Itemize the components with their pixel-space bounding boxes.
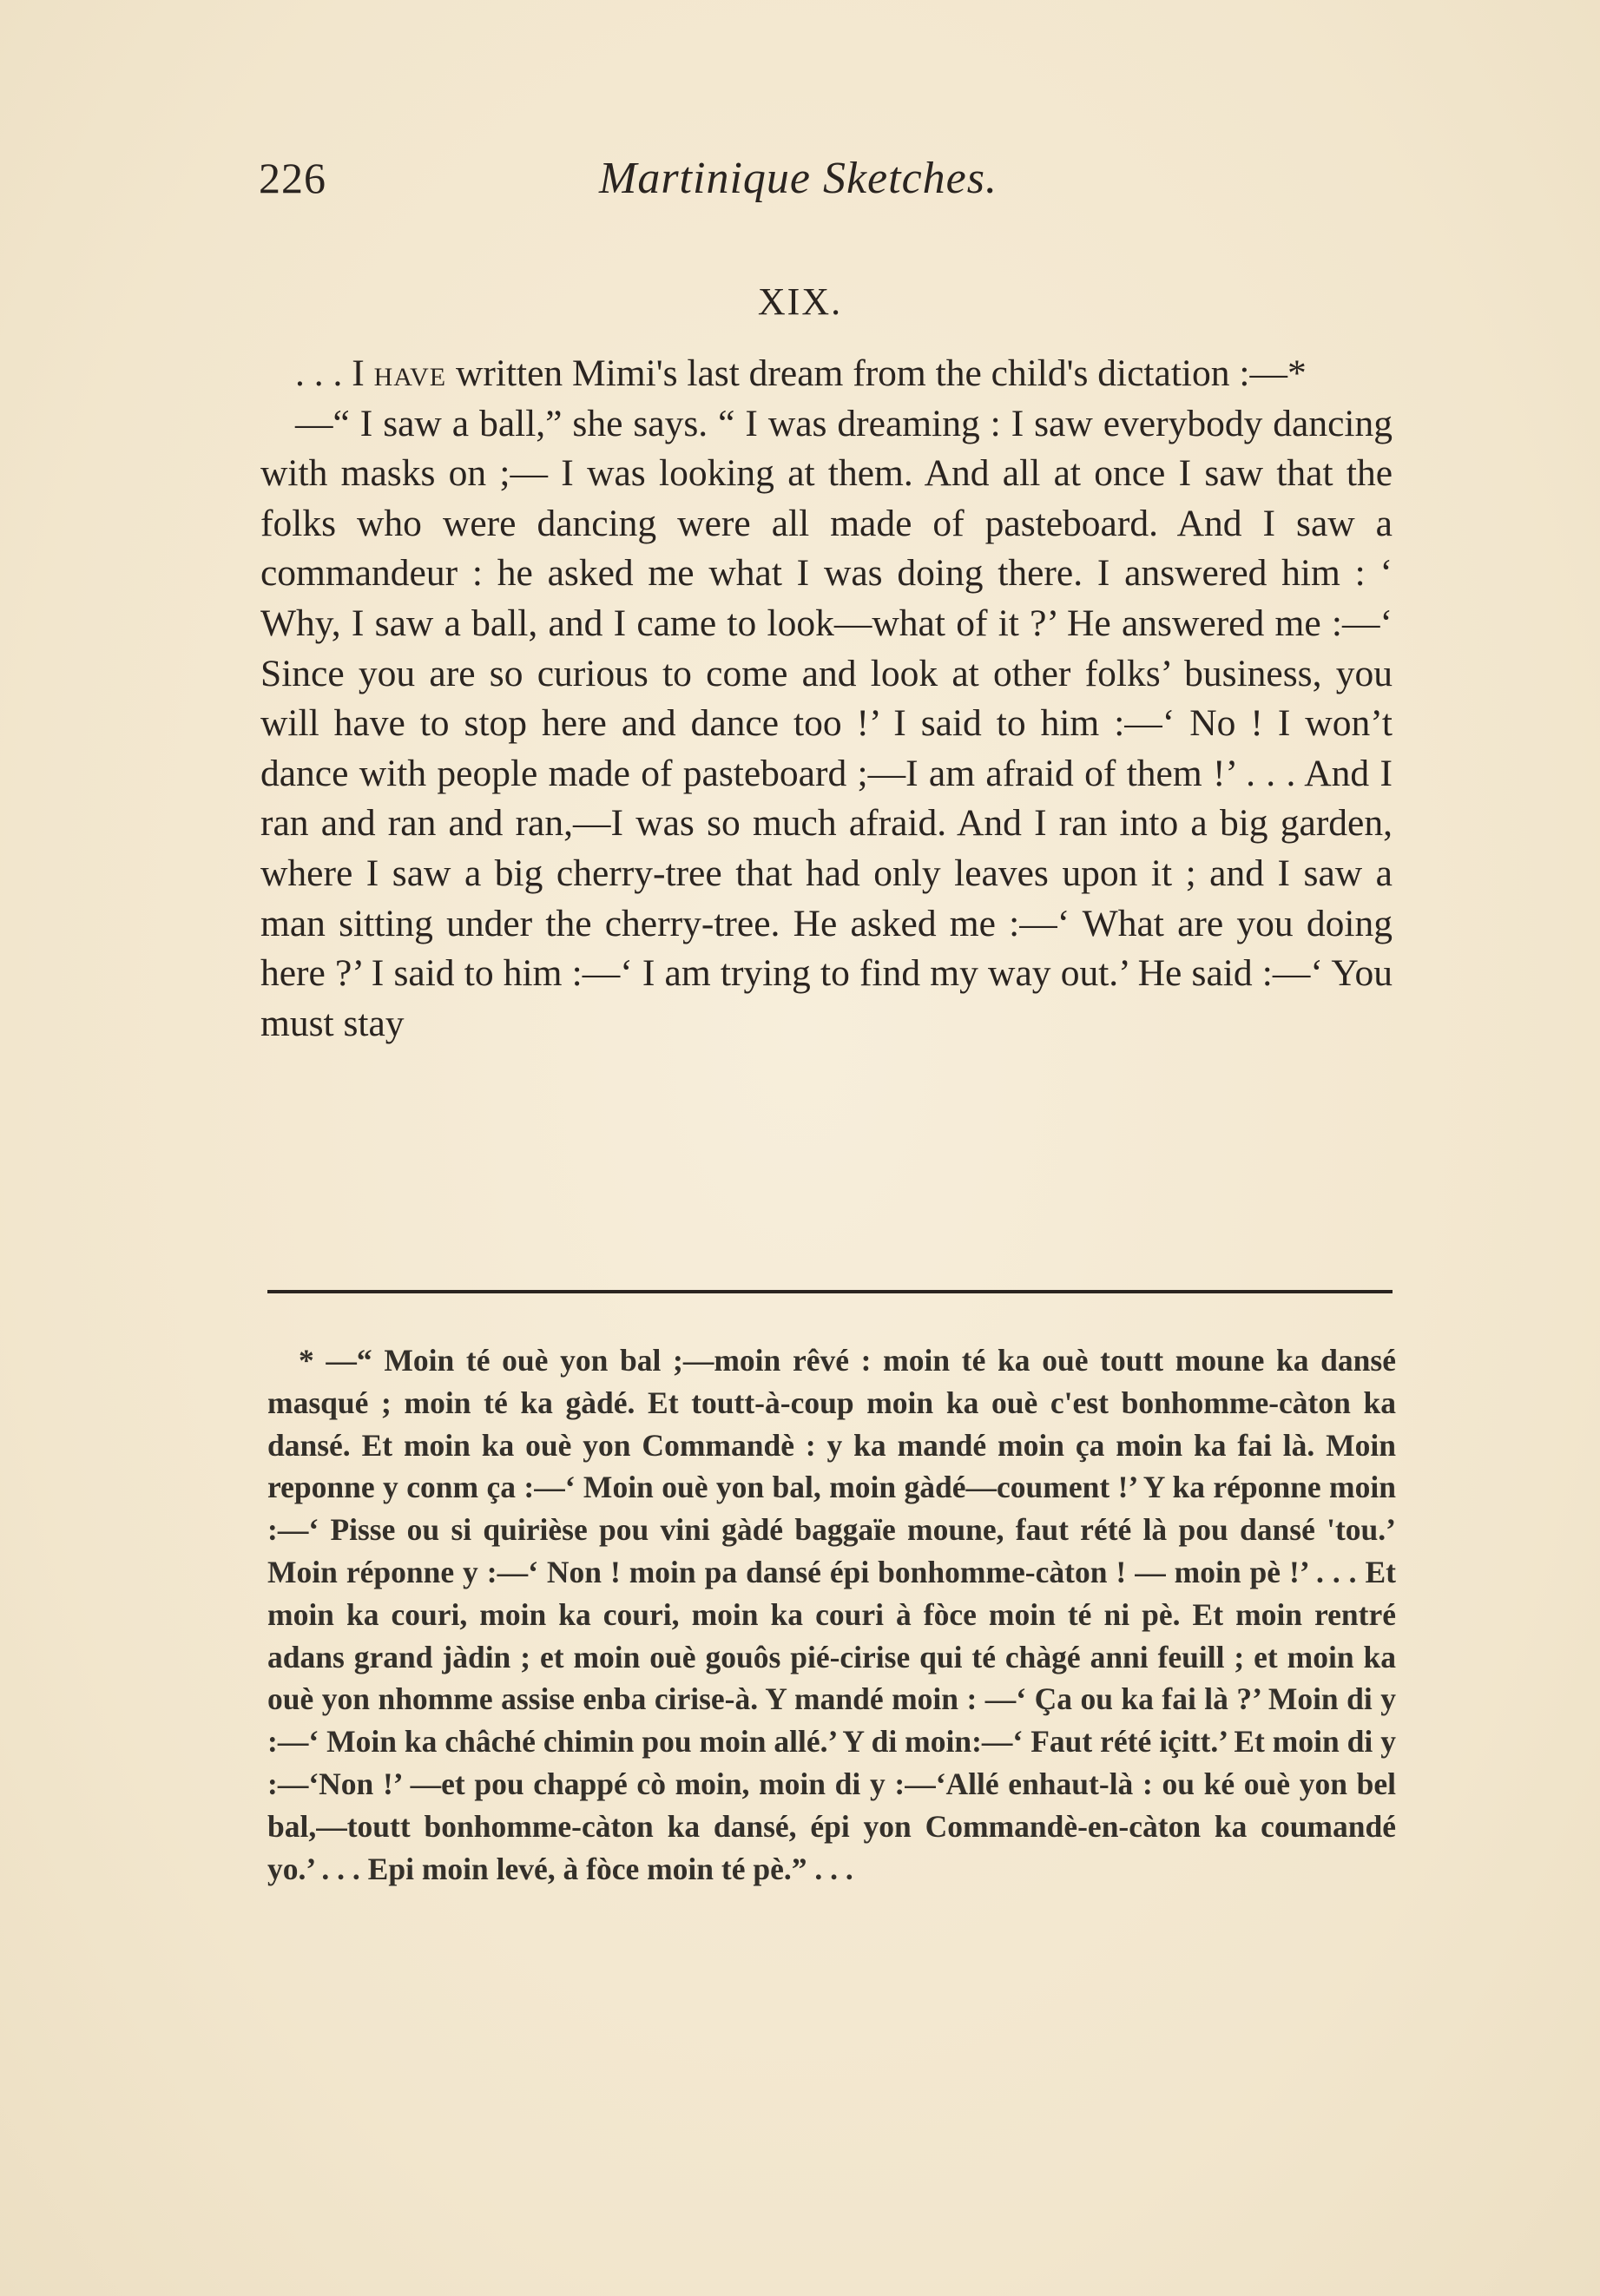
paragraph-opening bbox=[260, 349, 1393, 399]
page-number: 226 bbox=[259, 154, 326, 202]
footnote-text: * —“ Moin té ouè yon bal ;—moin rêvé : moin té ka ouè toutt moune ka dansé masqué ; moin té ka gàdé. Et toutt-à-coup moin ka ouè c'est bonhomme-càton ka dansé. Et moin ka ouè yon Commandè : y ka mandé moin ça moin ka fai là. Moin reponne y conm ça :—‘ Moin ouè yon bal, moin gàdé—coument !’ Y ka réponne moin :—‘ Pisse ou si quirièse pou vini gàdé baggaïe moune, faut rété là pou dansé 'tou.’ Moin réponne y :—‘ Non ! moin pa dansé épi bonhomme-càton ! — moin pè !’ . . . Et moin ka couri, moin ka couri, moin ka couri à fòce moin té ni pè. Et moin rentré adans grand jàdin ; et moin ouè gouôs pié-cirise qui té chàgé anni feuill ; et moin ka ouè yon nhomme assise enba cirise-à. Y mandé moin : —‘ Ça ou ka fai là ?’ Moin di y :—‘ Moin ka châché chimin pou moin allé.’ Y di moin:—‘ Faut rété içitt.’ Et moin di y :—‘Non !’ —et pou chappé cò moin, moin di y :—‘Allé enhaut-là : ou ké ouè yon bel bal,—toutt bonhomme-càton ka dansé, épi yon Commandè-en-càton ka coumandé yo.’ . . . Epi moin levé, à fòce moin té pè.” . . . bbox=[267, 1343, 1396, 1886]
chapter-heading: XIX. bbox=[757, 280, 843, 323]
paragraph-opening-lead: . . . I bbox=[295, 352, 374, 394]
footnote bbox=[267, 1339, 1396, 1890]
running-head bbox=[259, 153, 1396, 222]
book-title: Martinique Sketches. bbox=[599, 154, 998, 203]
paragraph-opening-smallcaps: have bbox=[373, 352, 447, 394]
main-text bbox=[260, 349, 1393, 1049]
paragraph-dream: —“ I saw a ball,” she says. “ I was dreaming : I saw everybody dancing with masks on ;— I was looking at them. And all at once I saw that the folks who were dancing were all made of pasteboard. And I saw a commandeur : he asked me what I was doing there. I answered him : ‘ Why, I saw a ball, and I came to look—what of it ?’ He answered me :—‘ Since you are so curious to come and look at other folks’ business, you will have to stop here and dance too !’ I said to him :—‘ No ! I won’t dance with people made of pasteboard ;—I am afraid of them !’ . . . And I ran and ran and ran,—I was so much afraid. And I ran into a big garden, where I saw a big cherry-tree that had only leaves upon it ; and I saw a man sitting under the cherry-tree. He asked me :—‘ What are you doing here ?’ I said to him :—‘ I am trying to find my way out.’ He said :—‘ You must stay bbox=[260, 402, 1393, 1044]
footnote-divider bbox=[267, 1290, 1393, 1293]
paragraph-opening-rest: written Mimi's last dream from the child's dictation :—* bbox=[446, 352, 1307, 394]
